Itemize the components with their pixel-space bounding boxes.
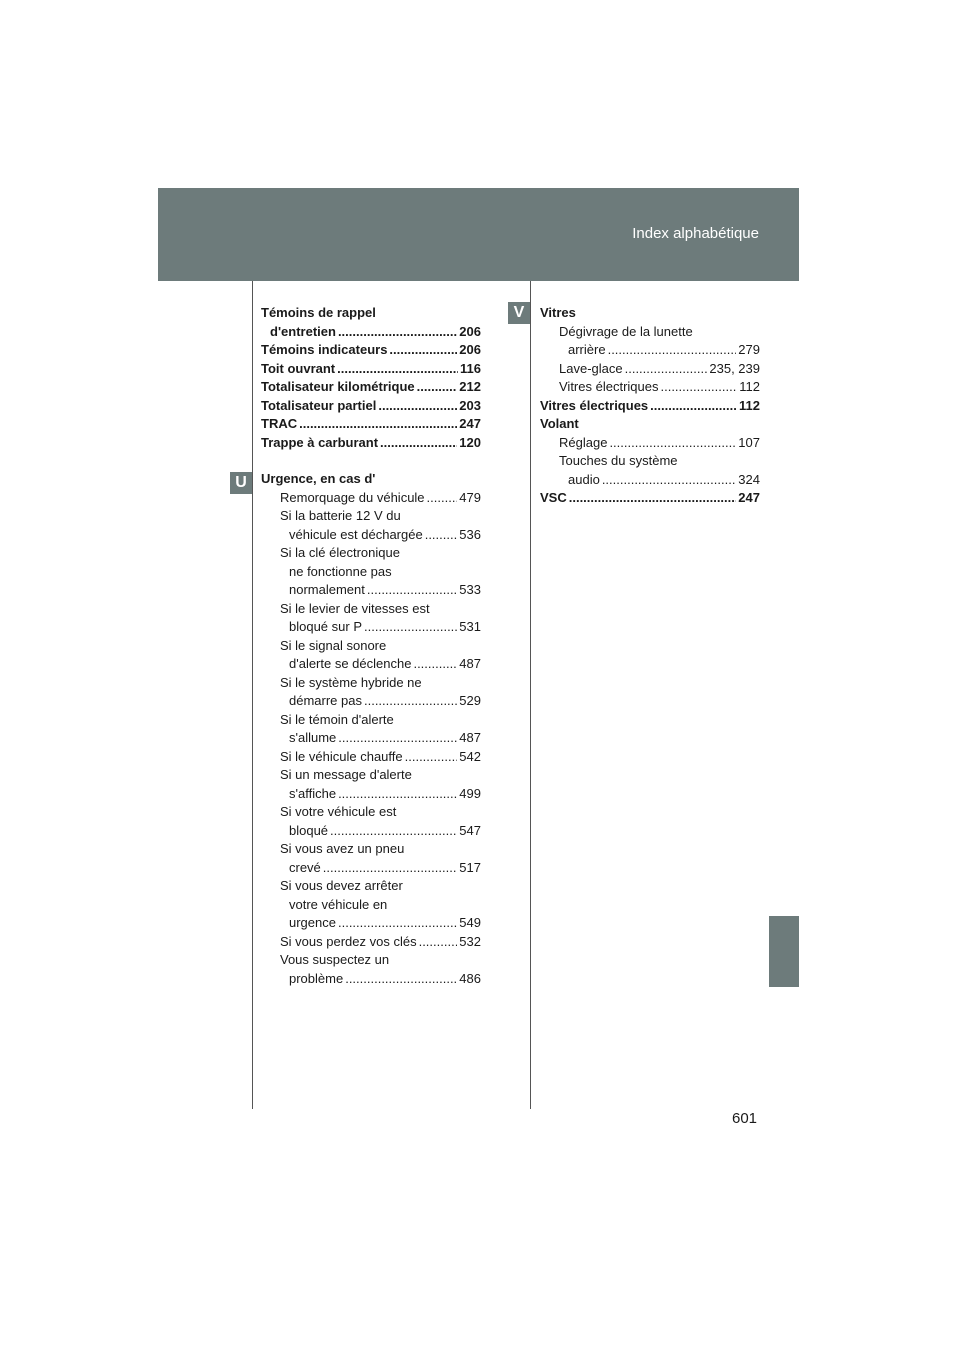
index-subentry: Si le véhicule chauffe ..... 542 [261,748,481,767]
page-ref: 542 [459,748,481,764]
page-ref: 517 [459,859,481,875]
index-entry: VSC ..... 247 [540,489,760,508]
index-column-right [540,304,760,508]
index-subentry: problème ..... 486 [261,970,481,989]
page-ref: 247 [738,490,760,505]
index-heading: Volant [540,416,579,431]
index-subentry: Lave-glace ..... 235, 239 [540,360,760,379]
index-entry: Vitres électriques ..... 112 [540,397,760,416]
index-subentry: Si votre véhicule est [280,804,397,819]
letter-tab-v: V [508,302,530,324]
page-ref: 547 [459,822,481,838]
index-subentry: Si la batterie 12 V du [280,508,401,523]
page-ref: 235, 239 [709,360,760,376]
index-column-left [261,304,481,988]
index-subentry: Si le témoin d'alerte [280,711,394,727]
index-subentry: Si vous avez un pneu [280,841,405,856]
page-ref: 487 [459,656,481,671]
index-subentry: Si le signal sonore [280,637,387,653]
index-entry: Témoins indicateurs ..... 206 [261,341,481,360]
page-ref: 529 [459,693,481,708]
page-ref: 247 [459,416,481,431]
page-ref: 279 [738,342,760,357]
index-entry: Témoins de rappel [261,305,376,320]
index-subentry: s'allume ..... 487 [261,729,481,748]
center-column-divider [530,281,531,1109]
page-ref: 479 [459,489,481,505]
page-ref: 486 [459,970,481,986]
index-subentry: d'alerte se déclenche ..... 487 [261,655,481,674]
index-subentry: Vous suspectez un [280,952,390,967]
index-entry: TRAC ..... 247 [261,415,481,434]
page-ref: 487 [459,730,481,745]
page-ref: 499 [459,785,481,801]
page-ref: 549 [459,915,481,930]
index-subentry: Vitres électriques ..... 112 [540,378,760,397]
left-column-divider [252,281,253,1109]
page-ref: 112 [739,397,760,413]
index-heading: Vitres [540,305,576,320]
index-entry: Totalisateur kilométrique ..... 212 [261,378,481,397]
page-ref: 532 [459,933,481,949]
page-ref: 212 [459,379,481,394]
page-ref: 533 [459,582,481,597]
index-subentry: crevé ..... 517 [261,859,481,878]
index-entry: Trappe à carburant ..... 120 [261,434,481,453]
page-ref: 531 [459,619,481,634]
index-subentry: bloqué ..... 547 [261,822,481,841]
page-ref: 206 [459,342,481,357]
index-subentry: Si la clé électronique [280,545,400,560]
index-subentry: Si vous perdez vos clés ..... 532 [261,933,481,952]
index-subentry: Réglage ..... 107 [540,434,760,453]
index-subentry: ne fonctionne pas [289,563,392,579]
index-heading: Urgence, en cas d' [261,471,376,486]
page-ref: 107 [738,434,760,450]
index-subentry: s'affiche ..... 499 [261,785,481,804]
index-subentry: Remorquage du véhicule ..... 479 [261,489,481,508]
index-subentry: normalement ..... 533 [261,581,481,600]
index-subentry: Si le système hybride ne [280,674,422,690]
page-number: 601 [732,1110,758,1127]
page-ref: 324 [738,471,760,487]
page-ref: 120 [459,434,481,450]
index-subentry: bloqué sur P ..... 531 [261,618,481,637]
index-subentry: Dégivrage de la lunette [559,323,693,339]
page-ref: 206 [459,323,481,339]
page-ref: 112 [739,379,760,394]
index-subentry: Touches du système [559,453,678,468]
index-subentry: urgence ..... 549 [261,914,481,933]
index-entry: Toit ouvrant ..... 116 [261,360,481,379]
index-subentry: démarre pas ..... 529 [261,692,481,711]
index-entry: Totalisateur partiel ..... 203 [261,397,481,416]
index-subentry: arrière ..... 279 [540,341,760,360]
index-entry: d'entretien ..... 206 [261,323,481,342]
section-tab [769,916,799,987]
index-subentry: Si un message d'alerte [280,767,412,782]
header-bar [158,188,799,281]
page-ref: 203 [459,397,481,413]
index-subentry: votre véhicule en [289,896,388,912]
index-subentry: audio ..... 324 [540,471,760,490]
page-ref: 116 [460,360,481,376]
index-subentry: Si vous devez arrêter [280,878,403,893]
index-subentry: Si le levier de vitesses est [280,600,430,616]
page-ref: 536 [459,526,481,542]
header-title: Index alphabétique [632,225,759,242]
letter-tab-u: U [230,472,252,494]
index-subentry: véhicule est déchargée ..... 536 [261,526,481,545]
